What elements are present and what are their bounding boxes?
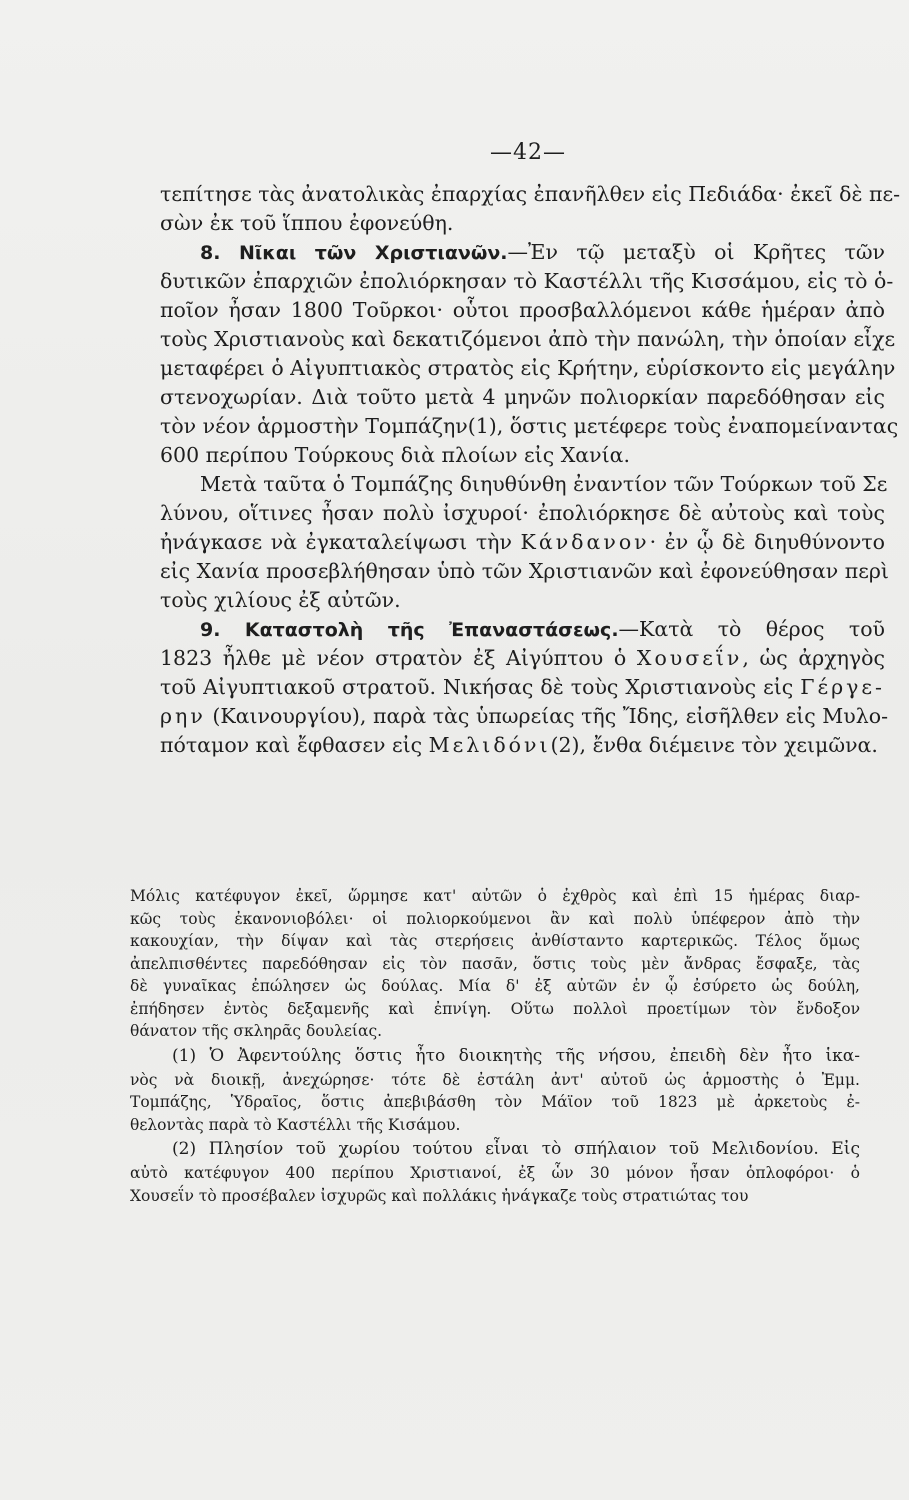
small-text-line: ἀπελπισθέντες παρεδόθησαν εἰς τὸν πασᾶν, ὅστις τοὺς μὲν ἄνδρας ἔσφαξε, τὰς bbox=[130, 954, 860, 973]
text-span: πόταμον καὶ ἔφθασεν εἰς bbox=[160, 733, 423, 757]
small-text-line: ἐπήδησεν ἐντὸς δεξαμενῆς καὶ ἐπνίγη. Οὕτω πολλοὶ προετίμων τὸν ἔνδοξον bbox=[130, 999, 860, 1018]
text-line: μεταφέρει ὁ Αἰγυπτιακὸς στρατὸς εἰς Κρήτην, εὑρίσκοντο εἰς μεγάλην bbox=[160, 356, 896, 380]
text-line bbox=[160, 673, 885, 702]
small-text-line: Μόλις κατέφυγον ἐκεῖ, ὥρμησε κατ' αὐτῶν ὁ ἐχθρὸς καὶ ἐπὶ 15 ἡμέρας διαρ- bbox=[130, 887, 860, 905]
text-span: (2), ἔνθα διέμεινε τὸν χειμῶνα. bbox=[550, 733, 878, 757]
section-8-first-line bbox=[160, 238, 885, 267]
page-number: —42— bbox=[490, 140, 566, 165]
text-line: τὸν νέον ἁρμοστὴν Τομπάζην(1), ὅστις μετέφερε τοὺς ἐναπομείναντας bbox=[160, 414, 899, 438]
footnote-line: Χουσεΐν τὸ προσέβαλεν ἰσχυρῶς καὶ πολλάκις ἠνάγκαζε τοὺς στρατιώτας του bbox=[130, 1186, 749, 1205]
text-span: , ὡς ἀρχηγὸς bbox=[742, 646, 886, 670]
text-span: · ἐν ᾧ δὲ διηυθύνοντο bbox=[649, 530, 885, 554]
text-line: εἰς Χανία προσεβλήθησαν ὑπὸ τῶν Χριστιανῶν καὶ ἐφονεύθησαν περὶ bbox=[160, 559, 889, 583]
place-name-melidoni: Μελιδόνι bbox=[428, 733, 551, 757]
text-line: σὼν ἐκ τοῦ ἵππου ἐφονεύθη. bbox=[160, 211, 454, 235]
footnotes-area bbox=[130, 885, 860, 1207]
text-span: 1823 ἦλθε μὲ νέον στρατὸν ἐξ Αἰγύπτου ὁ bbox=[160, 646, 627, 670]
place-name-gergeri: Γέργε- bbox=[800, 675, 885, 699]
section-heading-8: 8. Νῖκαι τῶν Χριστιανῶν. bbox=[200, 242, 508, 264]
text-span: —Κατὰ τὸ θέρος τοῦ bbox=[618, 617, 886, 641]
text-line: 600 περίπου Τούρκους διὰ πλοίων εἰς Χανία. bbox=[160, 443, 630, 467]
small-text-line: δὲ γυναῖκας ἐπώλησεν ὡς δούλας. Μία δ' ἐξ αὐτῶν ἐν ᾧ ἐσύρετο ὡς δούλη, bbox=[130, 977, 860, 995]
text-line: τεπίτησε τὰς ἀνατολικὰς ἐπαρχίας ἐπανῆλθεν εἰς Πεδιάδα· ἐκεῖ δὲ πε- bbox=[160, 182, 901, 206]
small-text-line: θάνατον τῆς σκληρᾶς δουλείας. bbox=[130, 1022, 383, 1040]
footnote-line: αὐτὸ κατέφυγον 400 περίπου Χριστιανοί, ἐξ ὧν 30 μόνον ἦσαν ὁπλοφόροι· ὁ bbox=[130, 1164, 860, 1182]
section-9-first-line bbox=[160, 615, 885, 644]
footnote-line: θελοντὰς παρὰ τὸ Καστέλλι τῆς Κισάμου. bbox=[130, 1115, 461, 1134]
text-span: τοῦ Αἰγυπτιακοῦ στρατοῦ. Νικήσας δὲ τοὺς Χριστιανοὺς εἰς bbox=[160, 675, 794, 699]
section-heading-9: 9. Καταστολὴ τῆς Ἐπαναστάσεως. bbox=[200, 619, 619, 641]
text-line bbox=[160, 644, 885, 673]
text-line: τοὺς Χριστιανοὺς καὶ δεκατιζόμενοι ἀπὸ τὴν πανώλη, τὴν ὁποίαν εἶχε bbox=[160, 327, 896, 351]
main-text bbox=[160, 180, 901, 760]
place-name-kandanos: Κάνδανον bbox=[520, 530, 650, 554]
footnote-1-start: (1) Ὁ Ἀφεντούλης ὅστις ἦτο διοικητὴς τῆς νήσου, ἐπειδὴ δὲν ἦτο ἱκα- bbox=[172, 1045, 860, 1066]
text-line: τοὺς χιλίους ἐξ αὐτῶν. bbox=[160, 588, 401, 612]
text-line: λύνου, οἵτινες ἦσαν πολὺ ἰσχυροί· ἐπολιόρκησε δὲ αὐτοὺς καὶ τοὺς bbox=[160, 501, 885, 525]
text-line: Μετὰ ταῦτα ὁ Τομπάζης διηυθύνθη ἐναντίον τῶν Τούρκων τοῦ Σε bbox=[200, 472, 888, 496]
place-name-gergeri-end: ρην bbox=[160, 704, 206, 728]
text-line: δυτικῶν ἐπαρχιῶν ἐπολιόρκησαν τὸ Καστέλλι τῆς Κισσάμου, εἰς τὸ ὁ- bbox=[160, 269, 894, 293]
footnote-line: Τομπάζης, Ὑδραῖος, ὅστις ἀπεβιβάσθη τὸν Μάϊον τοῦ 1823 μὲ ἀρκετοὺς ἐ- bbox=[130, 1093, 860, 1111]
small-text-line: κακουχίαν, τὴν δίψαν καὶ τὰς στερήσεις ἀνθίσταντο καρτερικῶς. Τέλος ὅμως bbox=[130, 932, 860, 950]
small-text-line: κῶς τοὺς ἐκανονιοβόλει· οἱ πολιορκούμενοι ἂν καὶ πολὺ ὑπέφερον ἀπὸ τὴν bbox=[130, 909, 860, 928]
footnote-line: νὸς νὰ διοικῇ, ἀνεχώρησε· τότε δὲ ἐστάλη ἀντ' αὐτοῦ ὡς ἁρμοστὴς ὁ Ἐμμ. bbox=[130, 1070, 860, 1089]
text-line bbox=[160, 528, 885, 557]
text-line: ποῖον ἦσαν 1800 Τοῦρκοι· οὗτοι προσβαλλόμενοι κάθε ἡμέραν ἀπὸ bbox=[160, 298, 885, 322]
text-line bbox=[160, 702, 888, 731]
text-line bbox=[160, 731, 885, 760]
person-name-chousein: Χουσεΐν bbox=[636, 646, 743, 670]
text-line: στενοχωρίαν. Διὰ τοῦτο μετὰ 4 μηνῶν πολιορκίαν παρεδόθησαν εἰς bbox=[160, 385, 885, 409]
text-span: —Ἐν τῷ μεταξὺ οἱ Κρῆτες τῶν bbox=[507, 240, 885, 264]
text-span: ἠνάγκασε νὰ ἐγκαταλείψωσι τὴν bbox=[160, 530, 512, 554]
footnote-2-start: (2) Πλησίον τοῦ χωρίου τούτου εἶναι τὸ σπήλαιον τοῦ Μελιδονίου. Εἰς bbox=[172, 1139, 860, 1159]
text-span: (Καινουργίου), παρὰ τὰς ὑπωρείας τῆς Ἴδης, εἰσῆλθεν εἰς Μυλο- bbox=[212, 704, 888, 728]
